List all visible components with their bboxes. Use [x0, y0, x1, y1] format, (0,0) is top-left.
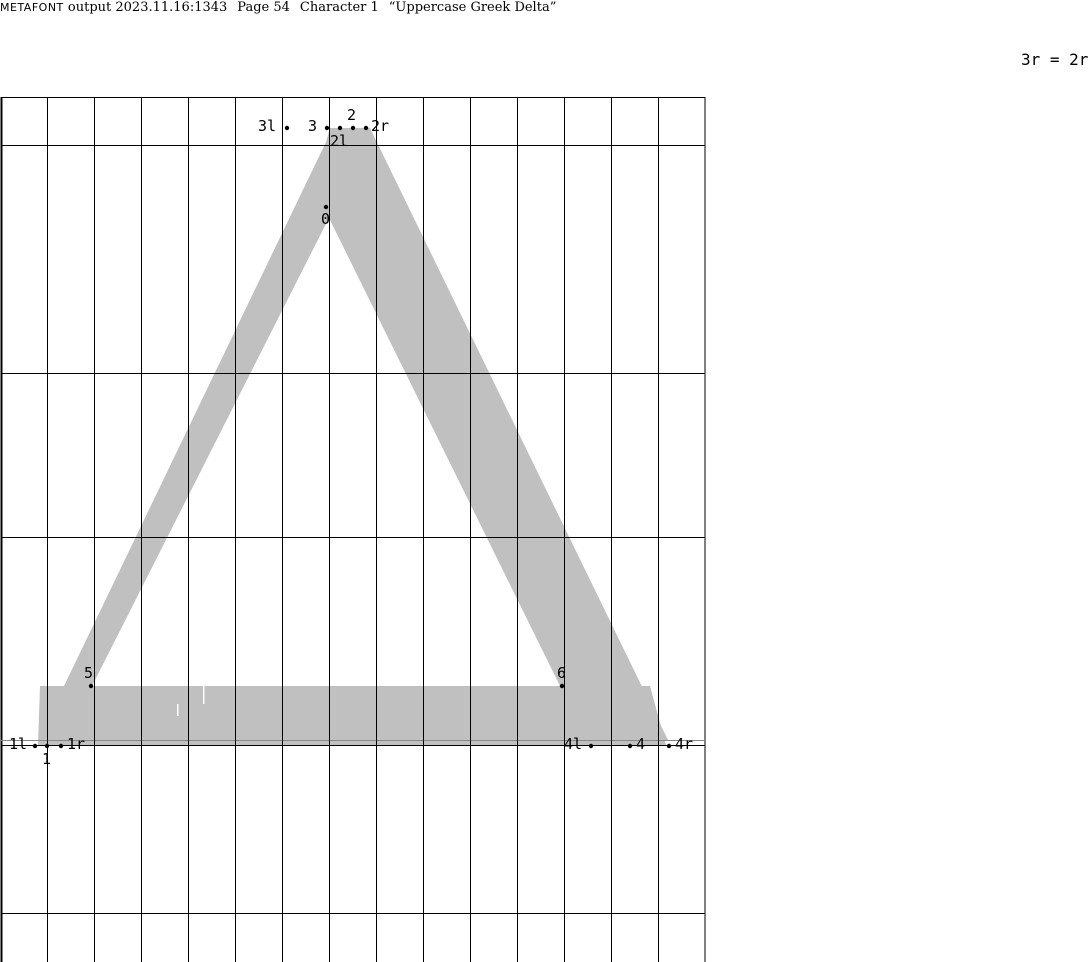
header-page: Page 54 [237, 0, 290, 15]
header-program: METAFONT [0, 1, 64, 14]
point-label-4: 4 [636, 735, 646, 753]
point-dot-6 [560, 684, 564, 688]
header-character: Character 1 [299, 0, 379, 15]
point-label-5: 5 [84, 664, 94, 682]
header-timestamp: 2023.11.16:1343 [115, 0, 228, 15]
point-dot-5 [89, 684, 93, 688]
point-label-2l: 2l [330, 132, 349, 150]
equation-note: 3r = 2r [1021, 50, 1089, 69]
point-dot-1 [45, 744, 49, 748]
point-label-3l: 3l [258, 117, 277, 135]
point-label-1: 1 [42, 750, 52, 768]
point-dot-1l [33, 744, 37, 748]
point-dot-3l [285, 126, 289, 130]
point-label-2r: 2r [371, 117, 390, 135]
glyph-speck [177, 704, 179, 716]
delta-right-stroke [326, 128, 668, 740]
point-dot-3 [325, 126, 329, 130]
point-label-4l: 4l [564, 735, 583, 753]
glyph-shape [38, 128, 668, 745]
point-label-6: 6 [557, 664, 567, 682]
point-dot-1r [59, 744, 63, 748]
point-dot-4l [589, 744, 593, 748]
point-label-4r: 4r [675, 735, 694, 753]
point-dot-4 [628, 744, 632, 748]
point-label-0: 0 [321, 210, 331, 228]
point-dot-0 [324, 205, 328, 209]
point-label-1l: 1l [9, 735, 28, 753]
header-output-word: output [67, 0, 112, 15]
point-label-1r: 1r [67, 735, 86, 753]
header-title: “Uppercase Greek Delta” [388, 0, 557, 15]
point-dot-2l [338, 126, 342, 130]
point-dot-2r [364, 126, 368, 130]
delta-left-stroke [38, 142, 334, 740]
point-label-2: 2 [347, 106, 357, 124]
point-dot-4r [667, 744, 671, 748]
point-dot-2 [351, 126, 355, 130]
point-label-3: 3 [308, 117, 318, 135]
glyph-speck [203, 686, 205, 704]
